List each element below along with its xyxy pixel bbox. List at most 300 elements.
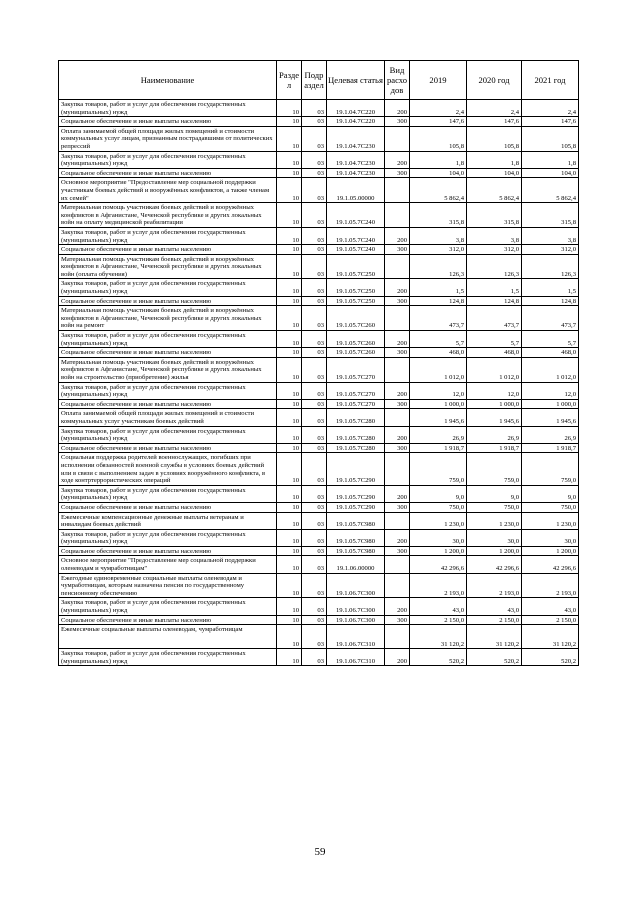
cell-razdel: 10	[277, 100, 302, 117]
table-row	[59, 117, 579, 127]
cell-stat: 19.1.05.7С290	[327, 453, 385, 485]
col-header-name: Наименование	[59, 61, 277, 100]
table-row	[59, 168, 579, 178]
cell-name: Закупка товаров, работ и услуг для обеспечения государственных (муниципальных) нужд	[59, 426, 277, 443]
table-row	[59, 296, 579, 306]
cell-vid: 300	[385, 502, 410, 512]
cell-razdel: 10	[277, 556, 302, 573]
cell-name: Социальная поддержка родителей военнослужащих, погибших при исполнении обязанностей военной службы в условиях боевых действий или в связи с выполнением задач в условиях вооружённого конфликта, в ходе контртеррористических операций	[59, 453, 277, 485]
budget-table-sheet	[58, 60, 578, 666]
cell-razdel: 10	[277, 382, 302, 399]
cell-vid	[385, 178, 410, 203]
table-row	[59, 598, 579, 615]
cell-2021: 105,8	[522, 126, 579, 151]
table-row	[59, 512, 579, 529]
cell-2020: 147,6	[467, 117, 522, 127]
cell-2019: 1 012,0	[410, 357, 467, 382]
cell-name: Закупка товаров, работ и услуг для обеспечения государственных (муниципальных) нужд	[59, 100, 277, 117]
cell-2021: 12,0	[522, 382, 579, 399]
table-row	[59, 254, 579, 279]
cell-podrazdel: 03	[302, 100, 327, 117]
cell-vid: 300	[385, 443, 410, 453]
cell-razdel: 10	[277, 598, 302, 615]
cell-2020: 1 000,0	[467, 399, 522, 409]
table-row	[59, 399, 579, 409]
cell-vid: 300	[385, 245, 410, 255]
cell-name: Социальное обеспечение и иные выплаты населению	[59, 296, 277, 306]
cell-stat: 19.1.05.7С250	[327, 279, 385, 296]
cell-2019: 520,2	[410, 649, 467, 666]
cell-razdel: 10	[277, 357, 302, 382]
cell-razdel: 10	[277, 649, 302, 666]
cell-2021: 2 193,0	[522, 573, 579, 598]
cell-2020: 12,0	[467, 382, 522, 399]
cell-stat: 19.1.06.00000	[327, 556, 385, 573]
cell-razdel: 10	[277, 348, 302, 358]
cell-vid: 200	[385, 485, 410, 502]
cell-razdel: 10	[277, 399, 302, 409]
cell-podrazdel: 03	[302, 331, 327, 348]
cell-stat: 19.1.05.7С980	[327, 529, 385, 546]
cell-stat: 19.1.04.7С230	[327, 151, 385, 168]
cell-podrazdel: 03	[302, 529, 327, 546]
cell-vid: 200	[385, 227, 410, 244]
cell-name: Социальное обеспечение и иные выплаты населению	[59, 245, 277, 255]
cell-stat: 19.1.05.7С290	[327, 485, 385, 502]
cell-stat: 19.1.05.7С980	[327, 512, 385, 529]
cell-2019: 1 200,0	[410, 546, 467, 556]
cell-2019: 5,7	[410, 331, 467, 348]
cell-2020: 1,5	[467, 279, 522, 296]
cell-vid: 300	[385, 117, 410, 127]
table-row	[59, 409, 579, 426]
cell-podrazdel: 03	[302, 151, 327, 168]
cell-razdel: 10	[277, 203, 302, 228]
cell-2021: 2 150,0	[522, 615, 579, 625]
cell-2020: 312,0	[467, 245, 522, 255]
cell-name: Закупка товаров, работ и услуг для обеспечения государственных (муниципальных) нужд	[59, 382, 277, 399]
cell-name: Основное мероприятие "Предоставление мер социальной поддержки оленеводам и чумработницам"	[59, 556, 277, 573]
cell-2019: 1 000,0	[410, 399, 467, 409]
cell-stat: 19.1.06.7С310	[327, 649, 385, 666]
cell-stat: 19.1.06.7С310	[327, 625, 385, 649]
cell-2019: 2,4	[410, 100, 467, 117]
cell-podrazdel: 03	[302, 453, 327, 485]
cell-podrazdel: 03	[302, 512, 327, 529]
cell-2020: 2 193,0	[467, 573, 522, 598]
cell-2019: 1,8	[410, 151, 467, 168]
cell-name: Материальная помощь участникам боевых действий и вооружённых конфликтов в Афганистане, Чеченской республике и других локальных войн (оплата обучения)	[59, 254, 277, 279]
cell-2020: 750,0	[467, 502, 522, 512]
cell-2020: 315,8	[467, 203, 522, 228]
cell-2021: 9,0	[522, 485, 579, 502]
cell-vid	[385, 573, 410, 598]
table-row	[59, 502, 579, 512]
cell-2019: 42 296,6	[410, 556, 467, 573]
cell-2021: 104,0	[522, 168, 579, 178]
cell-2019: 104,0	[410, 168, 467, 178]
cell-2021: 5 862,4	[522, 178, 579, 203]
cell-2021: 1 000,0	[522, 399, 579, 409]
cell-name: Социальное обеспечение и иные выплаты населению	[59, 502, 277, 512]
cell-stat: 19.1.04.7С220	[327, 117, 385, 127]
cell-vid	[385, 556, 410, 573]
table-row	[59, 573, 579, 598]
cell-2021: 43,0	[522, 598, 579, 615]
cell-2019: 750,0	[410, 502, 467, 512]
cell-razdel: 10	[277, 546, 302, 556]
cell-2020: 520,2	[467, 649, 522, 666]
cell-vid: 300	[385, 296, 410, 306]
table-row	[59, 453, 579, 485]
cell-podrazdel: 03	[302, 117, 327, 127]
cell-podrazdel: 03	[302, 168, 327, 178]
cell-2020: 1 918,7	[467, 443, 522, 453]
cell-podrazdel: 03	[302, 279, 327, 296]
col-header-stat: Целевая статья	[327, 61, 385, 100]
table-row	[59, 443, 579, 453]
cell-2019: 312,0	[410, 245, 467, 255]
cell-2021: 126,3	[522, 254, 579, 279]
cell-podrazdel: 03	[302, 573, 327, 598]
cell-2019: 315,8	[410, 203, 467, 228]
cell-stat: 19.1.05.7С280	[327, 443, 385, 453]
cell-2019: 147,6	[410, 117, 467, 127]
cell-2019: 1,5	[410, 279, 467, 296]
cell-name: Закупка товаров, работ и услуг для обеспечения государственных (муниципальных) нужд	[59, 331, 277, 348]
cell-2019: 473,7	[410, 306, 467, 331]
col-header-2020: 2020 год	[467, 61, 522, 100]
cell-stat: 19.1.05.7С280	[327, 426, 385, 443]
cell-stat: 19.1.04.7С230	[327, 126, 385, 151]
cell-vid: 200	[385, 426, 410, 443]
cell-name: Закупка товаров, работ и услуг для обеспечения государственных (муниципальных) нужд	[59, 649, 277, 666]
cell-2020: 43,0	[467, 598, 522, 615]
cell-stat: 19.1.05.7С240	[327, 245, 385, 255]
table-row	[59, 546, 579, 556]
cell-2021: 2,4	[522, 100, 579, 117]
table-row	[59, 426, 579, 443]
cell-stat: 19.1.05.7С250	[327, 254, 385, 279]
table-row	[59, 151, 579, 168]
cell-2021: 1 200,0	[522, 546, 579, 556]
cell-2020: 5,7	[467, 331, 522, 348]
cell-razdel: 10	[277, 151, 302, 168]
cell-razdel: 10	[277, 625, 302, 649]
cell-stat: 19.1.05.7С260	[327, 348, 385, 358]
table-header-row	[59, 61, 579, 100]
cell-2020: 124,8	[467, 296, 522, 306]
cell-2021: 3,8	[522, 227, 579, 244]
cell-2020: 105,8	[467, 126, 522, 151]
cell-vid	[385, 203, 410, 228]
cell-2020: 104,0	[467, 168, 522, 178]
cell-vid: 200	[385, 382, 410, 399]
cell-stat: 19.1.06.7С300	[327, 615, 385, 625]
cell-2021: 1,8	[522, 151, 579, 168]
cell-podrazdel: 03	[302, 546, 327, 556]
cell-podrazdel: 03	[302, 502, 327, 512]
cell-name: Закупка товаров, работ и услуг для обеспечения государственных (муниципальных) нужд	[59, 529, 277, 546]
cell-2020: 759,0	[467, 453, 522, 485]
cell-vid	[385, 254, 410, 279]
table-row	[59, 625, 579, 649]
cell-name: Закупка товаров, работ и услуг для обеспечения государственных (муниципальных) нужд	[59, 227, 277, 244]
cell-2021: 1 230,0	[522, 512, 579, 529]
cell-name: Оплата занимаемой общей площади жилых помещений и стоимости коммунальных услуг участникам боевых действий	[59, 409, 277, 426]
cell-vid: 300	[385, 168, 410, 178]
cell-2019: 759,0	[410, 453, 467, 485]
cell-podrazdel: 03	[302, 296, 327, 306]
cell-2020: 1 945,6	[467, 409, 522, 426]
cell-podrazdel: 03	[302, 227, 327, 244]
cell-podrazdel: 03	[302, 399, 327, 409]
cell-name: Закупка товаров, работ и услуг для обеспечения государственных (муниципальных) нужд	[59, 279, 277, 296]
cell-name: Социальное обеспечение и иные выплаты населению	[59, 117, 277, 127]
table-row	[59, 279, 579, 296]
cell-2021: 1 012,0	[522, 357, 579, 382]
cell-2019: 105,8	[410, 126, 467, 151]
cell-vid	[385, 409, 410, 426]
cell-stat: 19.1.05.7С270	[327, 382, 385, 399]
cell-vid	[385, 306, 410, 331]
cell-razdel: 10	[277, 245, 302, 255]
cell-2020: 468,0	[467, 348, 522, 358]
cell-podrazdel: 03	[302, 382, 327, 399]
cell-vid: 200	[385, 529, 410, 546]
cell-name: Оплата занимаемой общей площади жилых помещений и стоимости коммунальных услуг лицам, признанным пострадавшими от политических репрессий	[59, 126, 277, 151]
cell-podrazdel: 03	[302, 598, 327, 615]
cell-podrazdel: 03	[302, 426, 327, 443]
cell-name: Социальное обеспечение и иные выплаты населению	[59, 348, 277, 358]
cell-name: Ежегодные единовременные социальные выплаты оленеводам и чумработницам, которым назначена пенсия по государственному пенсионному обеспечению	[59, 573, 277, 598]
table-row	[59, 203, 579, 228]
cell-2019: 43,0	[410, 598, 467, 615]
cell-podrazdel: 03	[302, 615, 327, 625]
table-row	[59, 556, 579, 573]
budget-table	[58, 60, 579, 666]
cell-2019: 2 150,0	[410, 615, 467, 625]
cell-stat: 19.1.04.7С230	[327, 168, 385, 178]
cell-podrazdel: 03	[302, 348, 327, 358]
cell-stat: 19.1.06.7С300	[327, 598, 385, 615]
cell-name: Ежемесячные компенсационные денежные выплаты ветеранам и инвалидам боевых действий	[59, 512, 277, 529]
cell-vid: 300	[385, 546, 410, 556]
cell-2019: 124,8	[410, 296, 467, 306]
cell-2019: 468,0	[410, 348, 467, 358]
cell-name: Социальное обеспечение и иные выплаты населению	[59, 443, 277, 453]
cell-2021: 26,9	[522, 426, 579, 443]
cell-2021: 5,7	[522, 331, 579, 348]
cell-podrazdel: 03	[302, 254, 327, 279]
col-header-2019: 2019	[410, 61, 467, 100]
cell-name: Закупка товаров, работ и услуг для обеспечения государственных (муниципальных) нужд	[59, 151, 277, 168]
cell-stat: 19.1.04.7С220	[327, 100, 385, 117]
col-header-vid: Вид расхо дов	[385, 61, 410, 100]
cell-razdel: 10	[277, 126, 302, 151]
cell-razdel: 10	[277, 117, 302, 127]
cell-name: Социальное обеспечение и иные выплаты населению	[59, 615, 277, 625]
cell-razdel: 10	[277, 453, 302, 485]
cell-stat: 19.1.05.7С280	[327, 409, 385, 426]
cell-2021: 473,7	[522, 306, 579, 331]
cell-name: Социальное обеспечение и иные выплаты населению	[59, 168, 277, 178]
cell-podrazdel: 03	[302, 126, 327, 151]
cell-razdel: 10	[277, 512, 302, 529]
cell-podrazdel: 03	[302, 409, 327, 426]
cell-podrazdel: 03	[302, 203, 327, 228]
cell-vid: 300	[385, 399, 410, 409]
cell-2020: 31 120,2	[467, 625, 522, 649]
cell-2019: 1 945,6	[410, 409, 467, 426]
col-header-2021: 2021 год	[522, 61, 579, 100]
cell-2021: 312,0	[522, 245, 579, 255]
table-row	[59, 615, 579, 625]
cell-razdel: 10	[277, 296, 302, 306]
cell-2019: 5 862,4	[410, 178, 467, 203]
cell-2019: 26,9	[410, 426, 467, 443]
cell-razdel: 10	[277, 409, 302, 426]
cell-name: Основное мероприятие "Предоставление мер социальной поддержки участникам боевых действий и вооружённых конфликтов, а также членам их семей"	[59, 178, 277, 203]
cell-2021: 31 120,2	[522, 625, 579, 649]
cell-razdel: 10	[277, 573, 302, 598]
cell-razdel: 10	[277, 254, 302, 279]
cell-name: Закупка товаров, работ и услуг для обеспечения государственных (муниципальных) нужд	[59, 485, 277, 502]
cell-2021: 42 296,6	[522, 556, 579, 573]
cell-2020: 9,0	[467, 485, 522, 502]
cell-2019: 1 230,0	[410, 512, 467, 529]
cell-razdel: 10	[277, 502, 302, 512]
cell-2020: 5 862,4	[467, 178, 522, 203]
cell-2019: 9,0	[410, 485, 467, 502]
table-row	[59, 126, 579, 151]
cell-vid: 200	[385, 279, 410, 296]
cell-2019: 12,0	[410, 382, 467, 399]
cell-2020: 2 150,0	[467, 615, 522, 625]
cell-razdel: 10	[277, 178, 302, 203]
cell-2020: 126,3	[467, 254, 522, 279]
cell-podrazdel: 03	[302, 245, 327, 255]
cell-vid	[385, 625, 410, 649]
cell-2020: 1 200,0	[467, 546, 522, 556]
cell-vid	[385, 126, 410, 151]
cell-vid: 200	[385, 598, 410, 615]
page-number: 59	[314, 846, 326, 858]
table-row	[59, 306, 579, 331]
cell-podrazdel: 03	[302, 443, 327, 453]
cell-vid	[385, 357, 410, 382]
cell-2020: 42 296,6	[467, 556, 522, 573]
cell-stat: 19.1.05.7С240	[327, 227, 385, 244]
cell-name: Материальная помощь участникам боевых действий и вооружённых конфликтов в Афганистане, Чеченской республике и других локальных войн на строительство (приобретение) жилья	[59, 357, 277, 382]
cell-razdel: 10	[277, 443, 302, 453]
cell-2020: 3,8	[467, 227, 522, 244]
cell-podrazdel: 03	[302, 625, 327, 649]
cell-2019: 126,3	[410, 254, 467, 279]
col-header-razdel: Разде л	[277, 61, 302, 100]
cell-razdel: 10	[277, 426, 302, 443]
cell-2019: 30,0	[410, 529, 467, 546]
cell-name: Материальная помощь участникам боевых действий и вооружённых конфликтов в Афганистане, Чеченской республике и других локальных войн на ремонт	[59, 306, 277, 331]
cell-vid	[385, 512, 410, 529]
table-row	[59, 348, 579, 358]
cell-stat: 19.1.05.7С250	[327, 296, 385, 306]
cell-2021: 750,0	[522, 502, 579, 512]
table-row	[59, 331, 579, 348]
cell-name: Материальная помощь участникам боевых действий и вооружённых конфликтов в Афганистане, Чеченской республике и других локальных войн на оплату медицинской реабилитации	[59, 203, 277, 228]
cell-name: Социальное обеспечение и иные выплаты населению	[59, 399, 277, 409]
cell-vid: 200	[385, 151, 410, 168]
cell-vid: 200	[385, 100, 410, 117]
cell-2019: 1 918,7	[410, 443, 467, 453]
table-row	[59, 178, 579, 203]
cell-stat: 19.1.05.00000	[327, 178, 385, 203]
cell-2020: 30,0	[467, 529, 522, 546]
cell-razdel: 10	[277, 168, 302, 178]
cell-razdel: 10	[277, 227, 302, 244]
table-row	[59, 649, 579, 666]
cell-2021: 124,8	[522, 296, 579, 306]
cell-razdel: 10	[277, 279, 302, 296]
table-row	[59, 485, 579, 502]
table-row	[59, 227, 579, 244]
cell-stat: 19.1.06.7С300	[327, 573, 385, 598]
cell-2021: 30,0	[522, 529, 579, 546]
cell-razdel: 10	[277, 529, 302, 546]
cell-2020: 473,7	[467, 306, 522, 331]
cell-2021: 759,0	[522, 453, 579, 485]
col-header-podrazdel: Подр аздел	[302, 61, 327, 100]
cell-2021: 1,5	[522, 279, 579, 296]
cell-2021: 468,0	[522, 348, 579, 358]
cell-2021: 1 945,6	[522, 409, 579, 426]
cell-vid: 200	[385, 649, 410, 666]
cell-2020: 2,4	[467, 100, 522, 117]
cell-podrazdel: 03	[302, 306, 327, 331]
cell-vid: 300	[385, 615, 410, 625]
cell-stat: 19.1.05.7С260	[327, 306, 385, 331]
cell-2021: 520,2	[522, 649, 579, 666]
cell-stat: 19.1.05.7С980	[327, 546, 385, 556]
cell-podrazdel: 03	[302, 556, 327, 573]
cell-2019: 2 193,0	[410, 573, 467, 598]
cell-vid	[385, 453, 410, 485]
cell-2020: 1,8	[467, 151, 522, 168]
cell-stat: 19.1.05.7С270	[327, 399, 385, 409]
cell-razdel: 10	[277, 485, 302, 502]
cell-name: Закупка товаров, работ и услуг для обеспечения государственных (муниципальных) нужд	[59, 598, 277, 615]
cell-podrazdel: 03	[302, 649, 327, 666]
table-row	[59, 100, 579, 117]
table-row	[59, 357, 579, 382]
cell-name: Социальное обеспечение и иные выплаты населению	[59, 546, 277, 556]
cell-razdel: 10	[277, 615, 302, 625]
cell-2019: 31 120,2	[410, 625, 467, 649]
cell-2021: 315,8	[522, 203, 579, 228]
table-row	[59, 382, 579, 399]
cell-razdel: 10	[277, 306, 302, 331]
cell-vid: 200	[385, 331, 410, 348]
table-row	[59, 245, 579, 255]
cell-2019: 3,8	[410, 227, 467, 244]
cell-podrazdel: 03	[302, 178, 327, 203]
cell-2021: 1 918,7	[522, 443, 579, 453]
cell-stat: 19.1.05.7С270	[327, 357, 385, 382]
cell-2020: 1 230,0	[467, 512, 522, 529]
table-row	[59, 529, 579, 546]
cell-2021: 147,6	[522, 117, 579, 127]
cell-stat: 19.1.05.7С240	[327, 203, 385, 228]
